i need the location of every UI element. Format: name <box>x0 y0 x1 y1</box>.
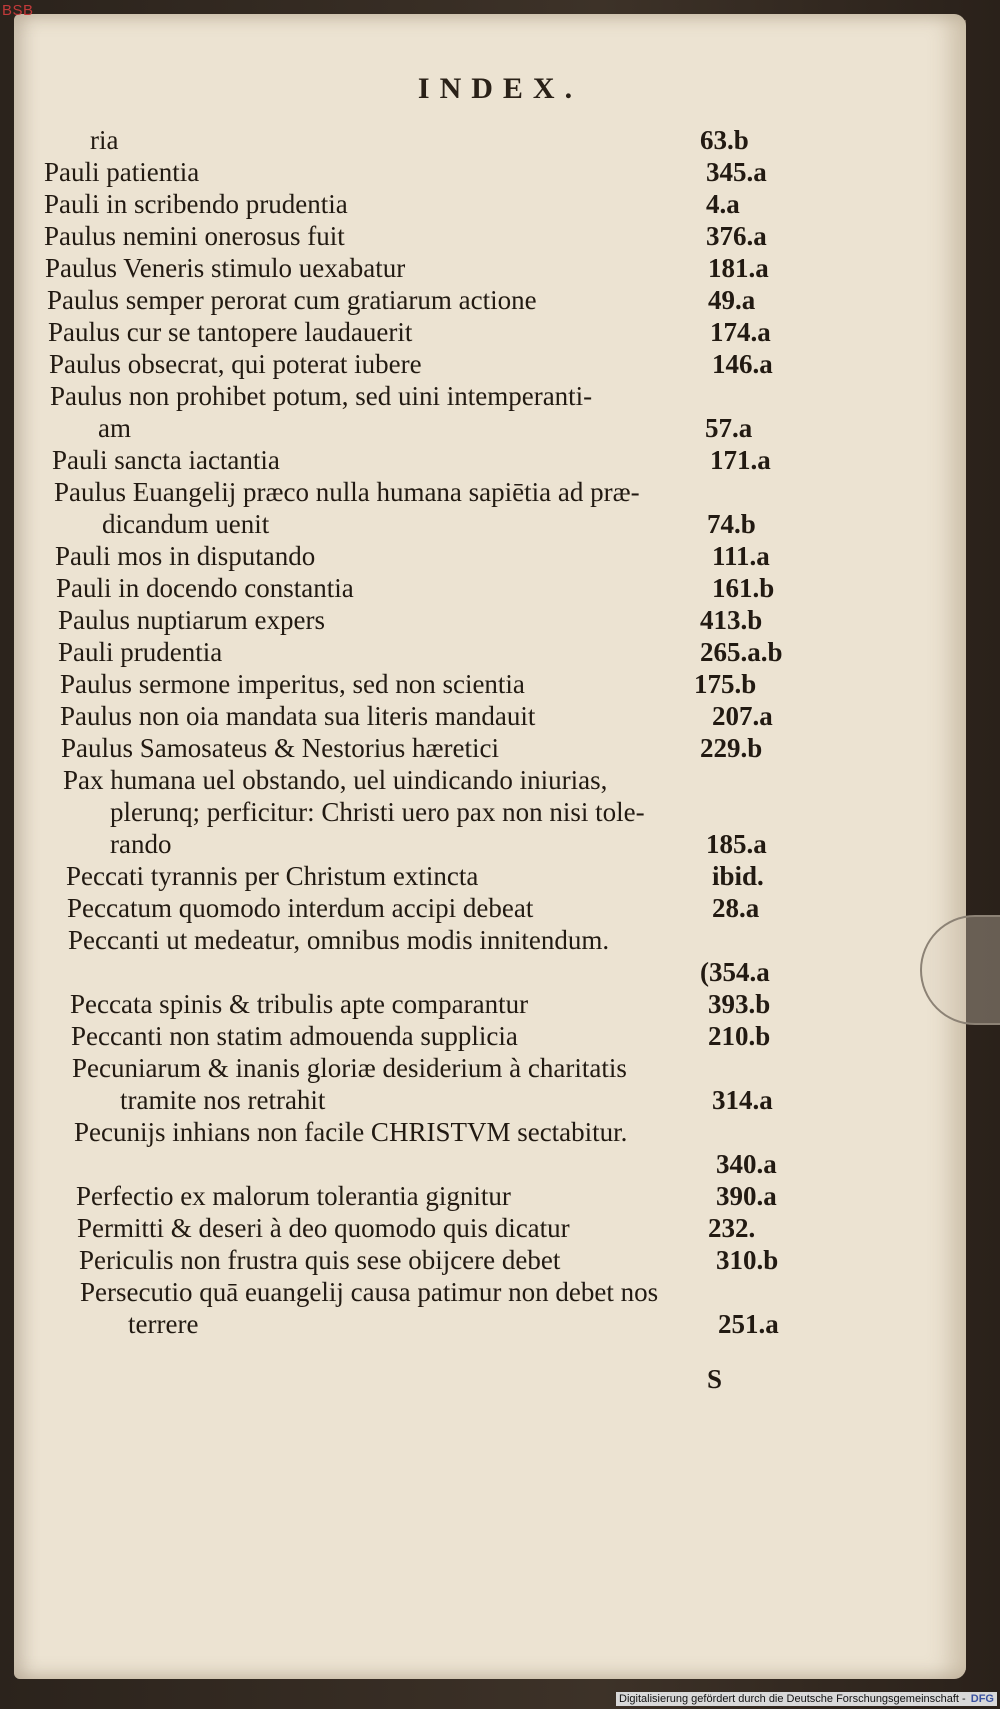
index-entry-page: 74.b <box>707 509 756 539</box>
index-entry <box>58 637 790 667</box>
library-source-mark: BSB <box>2 2 34 19</box>
index-entry-text: Perfectio ex malorum tolerantia gignitur <box>76 1181 511 1211</box>
index-entry <box>98 413 790 443</box>
index-entry <box>68 925 790 955</box>
index-entry <box>60 701 790 731</box>
index-entry-text: Pauli mos in disputando <box>55 541 316 571</box>
index-entry-page: 146.a <box>712 349 773 379</box>
index-entry-text: Peccati tyrannis per Christum extincta <box>66 861 479 891</box>
index-entry-page: 207.a <box>712 701 773 731</box>
index-entry-text: plerunq; perficitur: Christi uero pax non nisi tole- <box>110 797 645 827</box>
page-title: INDEX. <box>417 72 583 105</box>
index-entry <box>55 541 790 571</box>
index-entry-page: 376.a <box>706 221 767 251</box>
index-entry-text: Pauli in scribendo prudentia <box>44 189 348 219</box>
index-entry <box>76 1181 790 1211</box>
index-entry <box>80 1277 790 1307</box>
index-entry-page: 210.b <box>708 1021 771 1051</box>
index-entry-text: Permitti & deseri à deo quomodo quis dicatur <box>77 1213 570 1243</box>
index-entry <box>45 253 790 283</box>
index-entry-page: 49.a <box>708 285 756 315</box>
index-entry-text: Paulus nuptiarum expers <box>58 605 325 635</box>
index-entry-page: 393.b <box>708 989 771 1019</box>
index-entry-page: 174.a <box>710 317 771 347</box>
index-entry <box>77 1213 790 1243</box>
index-entry <box>54 477 790 507</box>
index-entry-text: Pauli patientia <box>44 157 200 187</box>
index-entry-page: 111.a <box>712 541 770 571</box>
index-entry <box>48 317 790 347</box>
index-entry-text: am <box>98 413 131 443</box>
index-entry-text: tramite nos retrahit <box>120 1085 326 1115</box>
footer-credit <box>616 1692 997 1706</box>
index-entry <box>61 733 790 763</box>
index-entry-page: 57.a <box>705 413 753 443</box>
index-entry-text: Periculis non frustra quis sese obijcere debet <box>79 1245 561 1275</box>
index-entry <box>50 381 790 411</box>
index-entry <box>58 605 790 635</box>
index-entry-page: 345.a <box>706 157 767 187</box>
index-entry-text: Paulus non prohibet potum, sed uini intemperanti- <box>50 381 593 411</box>
index-entry-text: Paulus Samosateus & Nestorius hæretici <box>61 733 499 763</box>
index-entry <box>56 573 790 603</box>
index-entry-page: ibid. <box>712 861 764 891</box>
index-entry-text: ria <box>90 125 119 155</box>
index-entry-page: 181.a <box>708 253 769 283</box>
index-entry-text: Pax humana uel obstando, uel uindicando iniurias, <box>63 765 608 795</box>
index-entry-text: dicandum uenit <box>102 509 270 539</box>
index-entry <box>71 1021 790 1051</box>
index-entry-text: Paulus non oia mandata sua literis mandauit <box>60 701 536 731</box>
index-entry-text: Pauli prudentia <box>58 637 223 667</box>
index-entry <box>60 669 790 699</box>
index-entry <box>52 445 790 475</box>
index-entry-page: 28.a <box>712 893 760 923</box>
index-entry-page: 340.a <box>716 1149 777 1179</box>
index-entry <box>44 157 790 187</box>
index-entry-page: 413.b <box>700 605 763 635</box>
index-entry <box>79 1245 790 1275</box>
index-entry <box>0 957 790 987</box>
index-entry-page: 310.b <box>716 1245 779 1275</box>
index-entry <box>102 509 790 539</box>
index-entry-text: Peccanti ut medeatur, omnibus modis innitendum. <box>68 925 610 955</box>
index-entry <box>67 893 790 923</box>
index-entry-page: 175.b <box>694 669 757 699</box>
index-entry-text: Pecuniarum & inanis gloriæ desiderium à charitatis <box>72 1053 627 1083</box>
index-entry <box>70 989 790 1019</box>
index-entry <box>44 189 790 219</box>
index-entry <box>128 1309 790 1339</box>
index-entry <box>72 1053 790 1083</box>
index-entry-page: 63.b <box>700 125 749 155</box>
index-entry-text: Paulus obsecrat, qui poterat iubere <box>49 349 422 379</box>
dfg-logo: DFG <box>970 1693 994 1705</box>
index-entry-text: rando <box>110 829 172 859</box>
index-entry <box>74 1117 790 1147</box>
index-entry-text: Pauli sancta iactantia <box>52 445 280 475</box>
index-entry <box>49 349 790 379</box>
index-entry-page: 251.a <box>718 1309 779 1339</box>
index-entry-page: 171.a <box>710 445 771 475</box>
index-entry <box>63 765 790 795</box>
index-entry-text: Paulus Euangelij præco nulla humana sapiētia ad præ- <box>54 477 640 507</box>
index-entry-page: 185.a <box>706 829 767 859</box>
index-entry <box>47 285 790 315</box>
index-entry <box>66 861 790 891</box>
index-entry-page: 161.b <box>712 573 775 603</box>
index-entry <box>90 125 790 155</box>
index-entry-page: 265.a.b <box>700 637 783 667</box>
index-entry-page: 390.a <box>716 1181 777 1211</box>
index-entry-text: Peccatum quomodo interdum accipi debeat <box>67 893 534 923</box>
index-entry-text: Paulus cur se tantopere laudauerit <box>48 317 413 347</box>
index-entry-text: Peccanti non statim admouenda supplicia <box>71 1021 518 1051</box>
index-entry <box>110 829 790 859</box>
index-entry-text: Paulus Veneris stimulo uexabatur <box>45 253 406 283</box>
index-entry <box>0 1149 790 1179</box>
footer-text: Digitalisierung gefördert durch die Deutsche Forschungsgemeinschaft - <box>619 1693 966 1705</box>
index-entry-text: terrere <box>128 1309 199 1339</box>
index-entry <box>110 797 790 827</box>
index-entry-text: Peccata spinis & tribulis apte comparantur <box>70 989 529 1019</box>
index-entry-page: 314.a <box>712 1085 773 1115</box>
index-entry-page: 4.a <box>706 189 740 219</box>
index-entry-text: Paulus nemini onerosus fuit <box>44 221 345 251</box>
index-entry-text: Paulus semper perorat cum gratiarum actione <box>47 285 537 315</box>
index-entry-text: Pauli in docendo constantia <box>56 573 354 603</box>
index-entry-page: 229.b <box>700 733 763 763</box>
index-entry-text: Persecutio quā euangelij causa patimur non debet nos <box>80 1277 659 1307</box>
index-entry-page: (354.a <box>700 957 770 987</box>
index-entry-text: Pecunijs inhians non facile CHRISTVM sectabitur. <box>74 1117 628 1147</box>
index-entry-text: Paulus sermone imperitus, sed non scientia <box>60 669 525 699</box>
index-entry-page: 232. <box>708 1213 756 1243</box>
index-entry <box>120 1085 790 1115</box>
index-entry <box>44 221 790 251</box>
